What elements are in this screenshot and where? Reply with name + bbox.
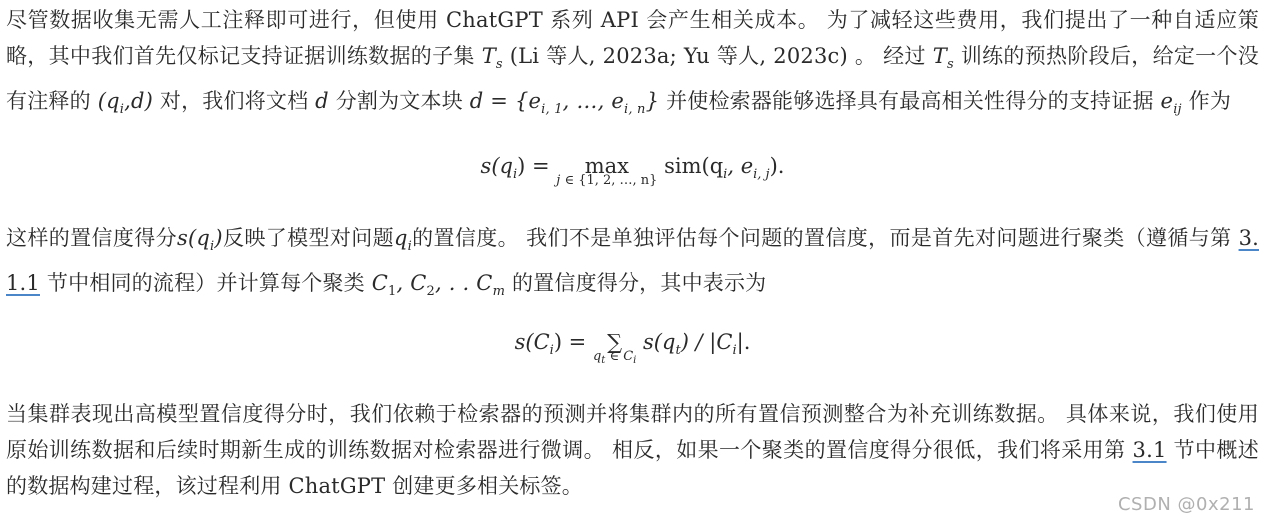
paragraph-text: 节中相同的流程）并计算每个聚类 <box>40 271 372 295</box>
paragraph-text: 作为 <box>1181 89 1232 113</box>
math-question: $q_i$ <box>393 226 412 254</box>
paragraph-adaptive-strategy <box>6 0 1259 128</box>
paragraph-text: 并使检索器能够选择具有最高相关性得分的支持证据 <box>659 89 1161 113</box>
paragraph-text: 尽管数据收集无需人工注释即可进行，但使用 ChatGPT 系列 API 会产生相关成本。 为了减轻这些费用，我们提出了一种自适应策略，其中我们首先仅标记支持证据训练数据的子集 <box>6 8 1259 68</box>
math-training-subset: $T_s$ <box>481 44 503 72</box>
paragraph-text: 的置信度。 我们不是单独评估每个问题的置信度，而是首先对问题进行聚类（遵循与第 <box>412 226 1239 250</box>
math-cluster-list: $C_1$, $C_2$, . . $C_m$ <box>371 271 506 299</box>
equation-cluster-score: $s(C_i)$ = ∑ $q_t$ ∈ $C_i$ $s(q_t) / |C_i|$. <box>514 330 751 366</box>
math-document: d <box>315 89 329 113</box>
equation-question-score: $s(q_i)$ = max j ∈ {1, 2, …, n} $sim(q_i$, $e_{i, j}$). <box>480 154 785 188</box>
max-operator: max j ∈ {1, 2, …, n} <box>556 154 658 188</box>
article-body <box>6 0 1259 504</box>
math-training-subset: $T_s$ <box>932 44 954 72</box>
paragraph-text: (Li 等人, 2023a; Yu 等人, 2023c) 。 经过 <box>502 44 933 68</box>
math-question-score: $s(q_i)$ <box>177 226 223 254</box>
section-ref-link[interactable]: 3.1.1 <box>6 226 1259 295</box>
paragraph-text: 训练的预热阶段后，给定一个没有注释的 <box>6 44 1259 113</box>
paragraph-text: 节中概述的数据构建过程，该过程利用 ChatGPT 创建更多相关标签。 <box>6 438 1259 498</box>
paragraph-cluster-handling <box>6 396 1259 504</box>
math-question-doc-pair: $(q_i,d)$ <box>97 89 154 117</box>
section-ref-link[interactable]: 3.1 <box>1132 438 1167 462</box>
sum-operator: ∑ $q_t$ ∈ $C_i$ <box>592 330 637 366</box>
paragraph-text: 这样的置信度得分 <box>6 226 178 250</box>
paragraph-text: 分割为文本块 <box>328 89 470 113</box>
paragraph-text: 反映了模型对问题 <box>222 226 394 250</box>
paragraph-text: 对，我们将文档 <box>153 89 316 113</box>
paragraph-cluster-confidence <box>6 220 1259 310</box>
paragraph-text: 当集群表现出高模型置信度得分时，我们依赖于检索器的预测并将集群内的所有置信预测整合为补充训练数据。 具体来说，我们使用原始训练数据和后续时期新生成的训练数据对检索器进行微调。 相反，如果一个聚类的置信度得分很低，我们将采用第 <box>6 402 1259 462</box>
math-evidence: $e_{ij}$ <box>1160 89 1182 117</box>
paragraph-text: 的置信度得分，其中表示为 <box>505 271 767 295</box>
math-chunk-set: $d = \{e_{i, 1}$, …, $e_{i, n}$} <box>469 89 660 117</box>
csdn-watermark: CSDN @0x211 <box>1117 494 1255 515</box>
